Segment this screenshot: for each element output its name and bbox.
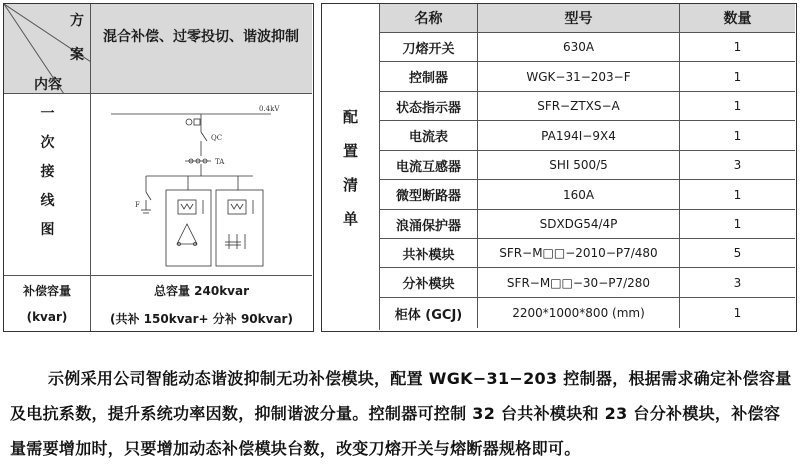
- config-cell-model: 630A: [478, 33, 680, 61]
- capacity-label: 补偿容量: [22, 284, 71, 298]
- config-side-label-cell: [322, 4, 380, 330]
- voltage-label: 0.4kV: [259, 105, 280, 113]
- config-cell-name: 微型断路器: [380, 180, 478, 209]
- capacity-value-cell: [91, 276, 312, 331]
- wiring-char: 一: [40, 106, 55, 122]
- config-cell-qty: 1: [733, 187, 742, 202]
- wiring-diagram: [91, 94, 312, 276]
- scheme-header-cell: [91, 4, 312, 94]
- config-cell-qty: 1: [733, 69, 742, 84]
- config-header-row: [380, 4, 795, 33]
- wiring-diagram-cell: [91, 94, 312, 276]
- config-cell-name: 浪涌保护器: [380, 210, 478, 238]
- wiring-label-cell: [4, 94, 91, 276]
- header-neirong: 内容: [34, 77, 62, 93]
- ta-label: TA: [215, 158, 225, 166]
- header-model: 型号: [478, 4, 680, 32]
- config-cell-name: 柜体 (GCJ): [380, 298, 478, 328]
- config-cell-name: 状态指示器: [380, 92, 478, 120]
- config-cell-model: SFR−M□□−30−P7/280: [478, 268, 680, 297]
- config-cell-model: 160A: [478, 180, 680, 209]
- config-cell-name: 共补模块: [380, 239, 478, 267]
- config-cell-qty: 3: [733, 158, 742, 172]
- capacity-detail: (共补 150kvar+ 分补 90kvar): [110, 312, 293, 326]
- config-row: [380, 33, 795, 62]
- side-char: 配: [342, 108, 358, 126]
- config-row: [380, 121, 795, 151]
- wiring-label: [4, 100, 91, 245]
- config-cell-qty: 1: [733, 40, 742, 54]
- header-qty: 数量: [723, 11, 752, 27]
- config-row: [380, 92, 795, 121]
- config-cell-model: WGK−31−203−F: [478, 62, 680, 91]
- config-cell-name: 电流表: [380, 121, 478, 150]
- wiring-char: 线: [40, 193, 55, 209]
- side-char: 置: [342, 142, 358, 160]
- config-cell-qty: 3: [733, 275, 742, 290]
- config-side-label: [322, 100, 379, 236]
- config-cell-model: SHI 500/5: [478, 151, 680, 179]
- wiring-char: 图: [40, 222, 55, 238]
- config-cell-qty: 1: [733, 217, 742, 231]
- header-fang: 方: [70, 13, 84, 29]
- config-row: [380, 298, 795, 328]
- config-cell-qty: 1: [733, 306, 742, 320]
- config-cell-model: 2200*1000*800 (mm): [478, 298, 680, 328]
- corner-header-cell: [4, 4, 91, 94]
- config-cell-model: SDXDG54/4P: [478, 210, 680, 238]
- config-row: [380, 210, 795, 239]
- capacity-label-cell: [4, 276, 91, 331]
- config-table: [321, 3, 797, 332]
- config-row: [380, 239, 795, 268]
- config-cell-qty: 1: [733, 128, 742, 143]
- wiring-char: 接: [40, 164, 55, 180]
- qc-label: QC: [211, 134, 223, 142]
- config-cell-model: SFR−ZTXS−A: [478, 92, 680, 120]
- config-cell-name: 分补模块: [380, 268, 478, 297]
- description-paragraph: 示例采用公司智能动态谐波抑制无功补偿模块，配置 WGK−31−203 控制器，根据需求确定补偿容量及电抗系数，提升系统功率因数，抑制谐波分量。控制器可控制 32 台共补模块和 23 台分补模块，补偿容量需要增加时，只要增加动态补偿模块台数，改变刀熔开关与熔断器规格即可。: [10, 369, 792, 458]
- config-row: [380, 151, 795, 180]
- config-cell-name: 刀熔开关: [380, 33, 478, 61]
- capacity-unit: (kvar): [26, 310, 68, 324]
- config-cell-name: 控制器: [380, 62, 478, 91]
- scheme-table: [3, 3, 314, 332]
- header-an: 案: [70, 47, 84, 63]
- side-char: 单: [342, 210, 358, 228]
- scheme-title: 混合补偿、过零投切、谐波抑制: [103, 29, 299, 45]
- config-cell-name: 电流互感器: [380, 151, 478, 179]
- f-label: F: [135, 201, 140, 209]
- config-cell-qty: 5: [733, 246, 742, 260]
- config-cell-qty: 1: [733, 99, 742, 113]
- config-row: [380, 180, 795, 210]
- config-row: [380, 268, 795, 298]
- side-char: 清: [342, 176, 358, 194]
- capacity-total: 总容量 240kvar: [153, 284, 250, 298]
- config-cell-model: PA194I−9X4: [478, 121, 680, 150]
- wiring-char: 次: [40, 135, 55, 151]
- config-cell-model: SFR−M□□−2010−P7/480: [478, 239, 680, 267]
- config-row: [380, 62, 795, 92]
- header-name: 名称: [380, 4, 478, 32]
